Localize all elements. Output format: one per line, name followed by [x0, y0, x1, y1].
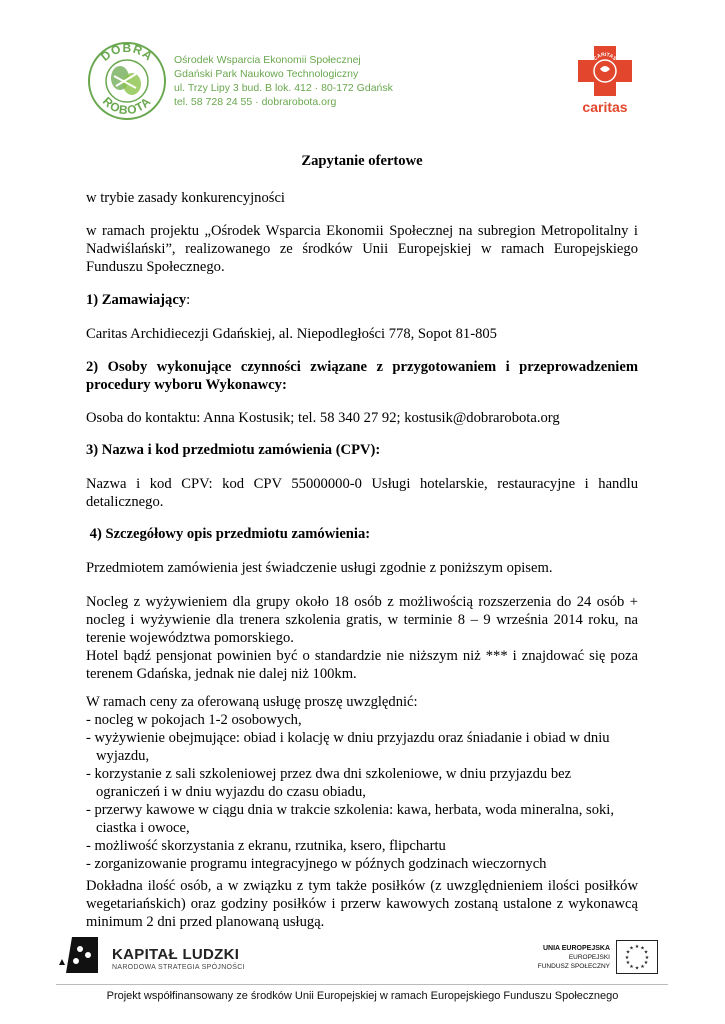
org-line-3: ul. Trzy Lipy 3 bud. B lok. 412 · 80-172 Gdańsk	[174, 82, 393, 94]
section-4-heading: 4) Szczegółowy opis przedmiotu zamówienia:	[86, 526, 371, 542]
section-4-paragraph-3: Hotel bądź pensjonat powinien być o standardzie nie niższym niż *** i znajdować się poza terenem Gdańska, jednak nie dalej niż 100km.	[86, 648, 638, 682]
svg-text:★: ★	[640, 964, 645, 970]
list-item: - wyżywienie obejmujące: obiad i kolację w dniu przyjazdu oraz śniadanie i obiad w dniu	[86, 730, 610, 746]
section-4-paragraph-1: Przedmiotem zamówienia jest świadczenie usługi zgodnie z poniższym opisem.	[86, 560, 553, 576]
section-1-heading	[86, 291, 638, 309]
svg-text:★: ★	[625, 960, 631, 966]
eu-flag	[616, 940, 658, 974]
section-4-paragraph-2: Nocleg z wyżywieniem dla grupy około 18 osób z możliwością rozszerzenia do 24 osób + nocleg i wyżywienie dla trenera szkolenia gratis, w terminie 8 – 9 września 2014 roku, na terenie województwa pomorskiego.	[86, 594, 638, 646]
logo-text-bottom: ROBOTA	[99, 94, 155, 118]
logo-text-top: DOBRA	[98, 40, 156, 64]
org-line-2: Gdański Park Naukowo Technologiczny	[174, 68, 359, 80]
list-intro: W ramach ceny za oferowaną usługę proszę uwzględnić:	[86, 694, 418, 710]
section-3-heading: 3) Nazwa i kod przedmiotu zamówienia (CPV):	[86, 442, 381, 458]
list-item: - możliwość skorzystania z ekranu, rzutnika, ksero, flipchartu	[86, 838, 446, 854]
svg-text:★: ★	[634, 965, 640, 972]
caritas-ring-text: CARITAS	[592, 51, 618, 63]
svg-text:★: ★	[643, 960, 649, 966]
eu-label	[518, 944, 610, 971]
kapital-ludzki-emblem-icon	[58, 935, 106, 975]
list-item-continuation: ograniczeń i w dniu wyjazdu do czasu obiadu,	[96, 784, 366, 800]
list-item-continuation: ciastka i owoce,	[96, 820, 190, 836]
svg-text:★: ★	[644, 955, 650, 961]
list-item: - nocleg w pokojach 1-2 osobowych,	[86, 712, 302, 728]
org-line-4: tel. 58 728 24 55 · dobrarobota.org	[174, 96, 337, 108]
section-2-text: Osoba do kontaktu: Anna Kostusik; tel. 58 340 27 92; kostusik@dobrarobota.org	[86, 410, 560, 426]
section-1-colon: :	[186, 292, 191, 308]
cofinancing-note: Projekt współfinansowany ze środków Unii Europejskiej w ramach Europejskiego Funduszu Społecznego	[106, 990, 619, 1002]
document-title: Zapytanie ofertowe	[301, 153, 423, 169]
svg-text:★: ★	[624, 955, 630, 961]
eu-label-line-3: FUNDUSZ SPOŁECZNY	[537, 963, 610, 970]
svg-text:★: ★	[625, 949, 631, 956]
section-3-text: Nazwa i kod CPV: kod CPV 55000000-0 Usługi hotelarskie, restauracyjne i handlu detalicznego.	[86, 476, 638, 510]
caritas-label: caritas	[582, 99, 628, 115]
kapital-ludzki-subtitle: NARODOWA STRATEGIA SPÓJNOŚCI	[112, 964, 245, 971]
svg-text:★: ★	[634, 944, 640, 950]
requirements-list	[86, 693, 638, 873]
section-2-heading: 2) Osoby wykonujące czynności związane z przygotowaniem i przeprowadzeniem procedury wyboru Wykonawcy:	[86, 359, 638, 393]
caritas-logo	[574, 42, 636, 118]
organization-address	[174, 53, 434, 109]
svg-text:★: ★	[629, 964, 634, 970]
dobra-robota-emblem-icon	[86, 40, 168, 122]
document-mode: w trybie zasady konkurencyjności	[86, 190, 285, 206]
svg-text:★: ★	[640, 945, 645, 952]
eu-flag-stars-icon	[616, 940, 658, 974]
section-1-text: Caritas Archidiecezji Gdańskiej, al. Niepodległości 778, Sopot 81-805	[86, 326, 497, 342]
list-item: - zorganizowanie programu integracyjnego w późnych godzinach wieczornych	[86, 856, 547, 872]
kapital-ludzki-title: KAPITAŁ LUDZKI	[112, 946, 240, 963]
caritas-cross-icon	[574, 42, 636, 118]
svg-text:★: ★	[643, 949, 649, 956]
org-line-1: Ośrodek Wsparcia Ekonomii Społecznej	[174, 54, 361, 66]
footer-divider	[56, 984, 668, 985]
eu-label-line-2: EUROPEJSKI	[568, 954, 610, 961]
svg-text:★: ★	[629, 945, 634, 952]
list-item-continuation: wyjazdu,	[96, 748, 150, 764]
list-item: - korzystanie z sali szkoleniowej przez dwa dni szkoleniowe, w dniu przyjazdu bez	[86, 766, 572, 782]
section-1-title: 1) Zamawiający	[86, 292, 187, 308]
dobra-robota-logo	[86, 40, 168, 122]
list-item: - przerwy kawowe w ciągu dnia w trakcie szkolenia: kawa, herbata, woda mineralna, soki,	[86, 802, 615, 818]
closing-paragraph: Dokładna ilość osób, a w związku z tym także posiłków (z uwzględnieniem ilości posiłków wegetariańskich) oraz godziny posiłków i przerw kawowych zostaną ustalone z wykonawcą minimum 2 dni przed planowaną usługą.	[86, 878, 638, 930]
kapital-ludzki-logo	[58, 935, 106, 975]
document-intro: w ramach projektu „Ośrodek Wsparcia Ekonomii Społecznej na subregion Metropolitalny i Nadwiślański”, realizowanego ze środków Unii Europejskiej w ramach Europejskiego Funduszu Społecznego.	[86, 223, 638, 275]
eu-label-line-1: UNIA EUROPEJSKA	[542, 945, 610, 952]
